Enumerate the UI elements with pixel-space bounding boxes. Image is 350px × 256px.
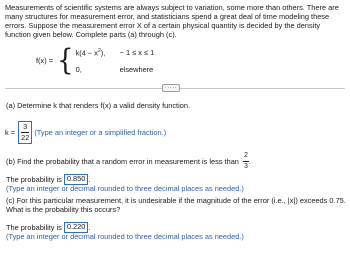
part-b-answer-label: The probability is [6, 174, 62, 184]
part-a-hint: (Type an integer or a simplified fraction.) [34, 128, 167, 138]
more-options-button[interactable]: ····· [162, 84, 180, 92]
fx-label: f(x) = [36, 56, 54, 66]
case-2-expression: 0, [75, 64, 82, 74]
left-brace: { [57, 44, 74, 78]
k-denominator: 22 [21, 133, 30, 143]
density-function [36, 44, 155, 78]
case-1-expression: $k(4 - x^2)$, [75, 48, 106, 58]
piecewise-cases [76, 48, 155, 74]
part-b-question [6, 152, 251, 171]
k-label: k = [5, 128, 16, 138]
part-c-question: (c) For this particular measurement, it is undesirable if the magnitude of the error (i.e., |x|) exceeds 0.75. What is the probability this occurs? [6, 196, 346, 215]
k-numerator: 3 [23, 122, 28, 131]
part-a-answer-row [5, 121, 166, 144]
problem-intro: Measurements of scientific systems are always subject to variation, some more than others. There are many structures for measurement error, and statisticians spend a great deal of time modeling these errors. Suppose the measurement error X of a certain physical quantity is decided by the density function given below. Complete parts (a) through (c). [5, 3, 339, 40]
part-a-question: (a) Determine k that renders f(x) a valid density function. [6, 101, 191, 110]
case-1-condition: − 1 ≤ x ≤ 1 [119, 48, 155, 58]
case-2 [76, 65, 155, 74]
k-answer-field[interactable] [18, 121, 32, 144]
part-c-answer-label: The probability is [6, 222, 62, 232]
part-b-frac-den: 3 [243, 162, 248, 170]
part-c-hint: (Type an integer or decimal rounded to three decimal places as needed.) [6, 232, 244, 241]
part-b-answer-row [6, 174, 90, 185]
part-b-answer-period: . [88, 174, 91, 184]
part-b-frac-num: 2 [243, 152, 248, 159]
part-b-answer-field[interactable]: 0.850 [64, 174, 89, 185]
part-c-answer-period: . [88, 222, 91, 232]
case-2-condition: elsewhere [119, 64, 154, 74]
part-c-answer-field[interactable]: 0.220 [64, 222, 89, 233]
part-b-period: . [248, 157, 251, 167]
case-1 [76, 48, 155, 58]
part-b-question-text: (b) Find the probability that a random error in measurement is less than [6, 157, 239, 167]
part-b-hint: (Type an integer or decimal rounded to three decimal places as needed.) [6, 184, 244, 193]
part-c-answer-row [6, 222, 90, 233]
